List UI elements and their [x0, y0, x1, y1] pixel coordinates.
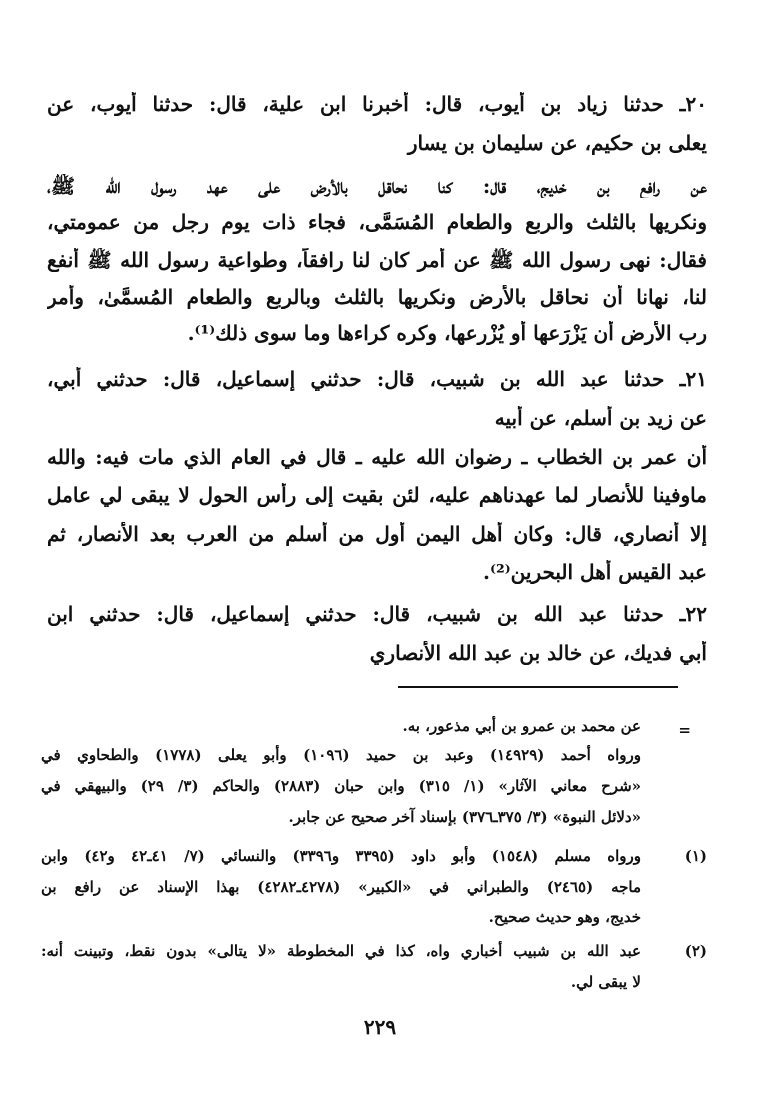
- footnote-line: لا يبقى لي.: [570, 973, 641, 991]
- text-line: عن زيد بن أسلم، عن أبيه: [494, 406, 707, 430]
- footnote-line: عن محمد بن عمرو بن أبي مذعور، به.: [402, 717, 641, 735]
- footnote-line: عبد الله بن شبيب أخباري واه، كذا في المخطوطة «لا يتالى» بدون نقط، وتبينت أنه:: [41, 942, 641, 960]
- text-line: رب الأرض أن يَزْرَعها أو يُزْرِعها، وكره كراءها وما سوى ذلك⁽¹⁾.: [187, 321, 707, 345]
- footnote-line: «دلائل النبوة» (٣/ ٣٧٥ـ٣٧٦) بإسناد آخر صحيح عن جابر.: [288, 808, 641, 826]
- footnote-line: خديج، وهو حديث صحيح.: [488, 908, 641, 926]
- text-line: يعلى بن حكيم، عن سليمان بن يسار: [407, 131, 707, 155]
- footnote-line: ماجه (٢٤٦٥) والطبراني في «الكبير» (٤٢٧٨ـ٤٢٨٢) بهذا الإسناد عن رافع بن: [41, 878, 641, 896]
- text-line: أبي فديك، عن خالد بن عبد الله الأنصاري: [369, 641, 707, 665]
- text-line: ٢١ـ حدثنا عبد الله بن شبيب، قال: حدثني إسماعيل، قال: حدثني أبي،: [47, 367, 707, 391]
- text-line: أن عمر بن الخطاب ـ رضوان الله عليه ـ قال في العام الذي مات فيه: والله: [47, 445, 707, 469]
- text-line: ٢٠ـ حدثنا زياد بن أيوب، قال: أخبرنا ابن علية، قال: حدثنا أيوب، عن: [47, 92, 707, 116]
- footnote-line: ورواه أحمد (١٤٩٢٩) وعبد بن حميد (١٠٩٦) وأبو يعلى (١٧٧٨) والطحاوي في: [41, 746, 641, 764]
- page-number: ٢٢٩: [363, 1015, 397, 1039]
- text-line: ماوفينا للأنصار لما عهدناهم عليه، لئن بقيت إلى رأس الحول لا يبقى لي عامل: [47, 483, 707, 507]
- footnote-divider: [398, 686, 678, 688]
- text-line: إلا أنصاري، قال: وكان أهل اليمن أول من أسلم من العرب بعد الأنصار، ثم: [47, 522, 707, 546]
- footnote-line: «شرح معاني الآثار» (١/ ٣١٥) وابن حبان (٢٨٨٣) والحاكم (٣/ ٢٩) والبيهقي في: [41, 777, 641, 795]
- text-line: فقال: نهى رسول الله ﷺ عن أمر كان لنا رافقاً، وطواعية رسول الله ﷺ أنفع: [47, 248, 707, 272]
- footnote-marker: (٢): [684, 942, 707, 960]
- footnote-line: ورواه مسلم (١٥٤٨) وأبو داود (٣٣٩٥ و٣٣٩٦) والنسائي (٧/ ٤١ـ٤٢ و٤٢) وابن: [41, 847, 641, 865]
- text-line: ونكريها بالثلث والربع والطعام المُسَمَّى، فجاء ذات يوم رجل من عمومتي،: [47, 210, 707, 234]
- footnote-continuation-marker: =: [678, 721, 691, 739]
- text-line: عبد القيس أهل البحرين⁽²⁾.: [483, 560, 707, 584]
- text-line: لنا، نهانا أن نحاقل بالأرض ونكريها بالثلث وبالربع والطعام المُسمَّىٰ، وأمر: [47, 285, 707, 309]
- footnote-marker: (١): [684, 847, 707, 865]
- text-line: ٢٢ـ حدثنا عبد الله بن شبيب، قال: حدثني إسماعيل، قال: حدثني ابن: [47, 602, 707, 626]
- text-line: عن رافع بن خديج، قال: كنا نحاقل بالأرض على عهد رسول الله ﷺ،: [47, 174, 707, 198]
